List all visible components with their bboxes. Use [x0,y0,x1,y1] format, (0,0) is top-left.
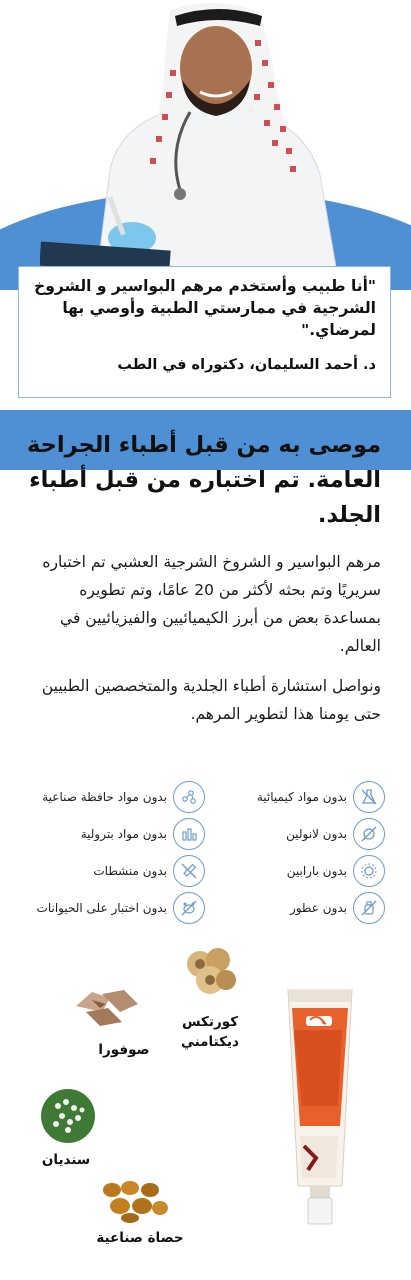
ingredient-sophora-label: صوفورا [98,1042,150,1058]
ointment-tube-image [286,986,354,1226]
flask-crossed-icon [353,781,385,813]
description-paragraph-2: ونواصل استشارة أطباء الجلدية والمتخصصين الطبيين حتى يومنا هذا لتطوير المرهم. [41,677,381,723]
feature-no-preservatives: بدون مواد حافظة صناعية [42,780,205,814]
testimonial-quote: "أنا طبيب وأستخدم مرهم البواسير و الشروخ الشرجية في ممارستي الطبية وأوصي بها لمرضاي." [34,277,376,339]
testimonial-author: د. أحمد السليمان، دكتوراه في الطب [117,357,376,373]
description-paragraph-1: مرهم البواسير و الشروخ الشرجية العشبي تم اختباره سريريًا وتم بحثه لأكثر من 20 عامًا، وتم تطويره بمساعدة بعض من أبرز الكيميائيين والفيزيائيين في العالم. [42,553,381,655]
feature-no-fragrance: بدون عطور [290,891,385,925]
no-fragrance-icon [353,892,385,924]
section-headline: موصى به من قبل أطباء الجراحة العامة. تم اختباره من قبل أطباء الجلد. [27,432,381,528]
no-paraben-icon [353,855,385,887]
features-grid [0,780,411,930]
hero-section [0,0,411,400]
no-petroleum-icon [173,818,205,850]
feature-no-animal-testing: بدون اختبار على الحيوانات [37,891,205,925]
doctor-photo [40,0,370,290]
sendian-image [40,1088,96,1144]
pebble-image [100,1176,172,1224]
testimonial-box [18,266,391,398]
no-lanolin-icon [353,818,385,850]
no-preservatives-icon [173,781,205,813]
ingredient-pebble-label: حصاة صناعية [96,1230,184,1246]
feature-no-paraben: بدون بارابين [287,854,385,888]
sophora-image [72,986,142,1030]
ingredient-cortex-label: كورتكس ديكتامني [181,1014,239,1050]
ingredient-sendian-label: سنديان [41,1152,91,1168]
feature-no-steroids: بدون منشطات [93,854,205,888]
feature-no-petroleum: بدون مواد بترولية [81,817,205,851]
feature-no-chemicals: بدون مواد كيميائية [257,780,385,814]
cortex-dictamni-image [180,944,240,1002]
feature-no-lanolin: بدون لانولين [286,817,385,851]
no-steroids-icon [173,855,205,887]
no-animal-testing-icon [173,892,205,924]
